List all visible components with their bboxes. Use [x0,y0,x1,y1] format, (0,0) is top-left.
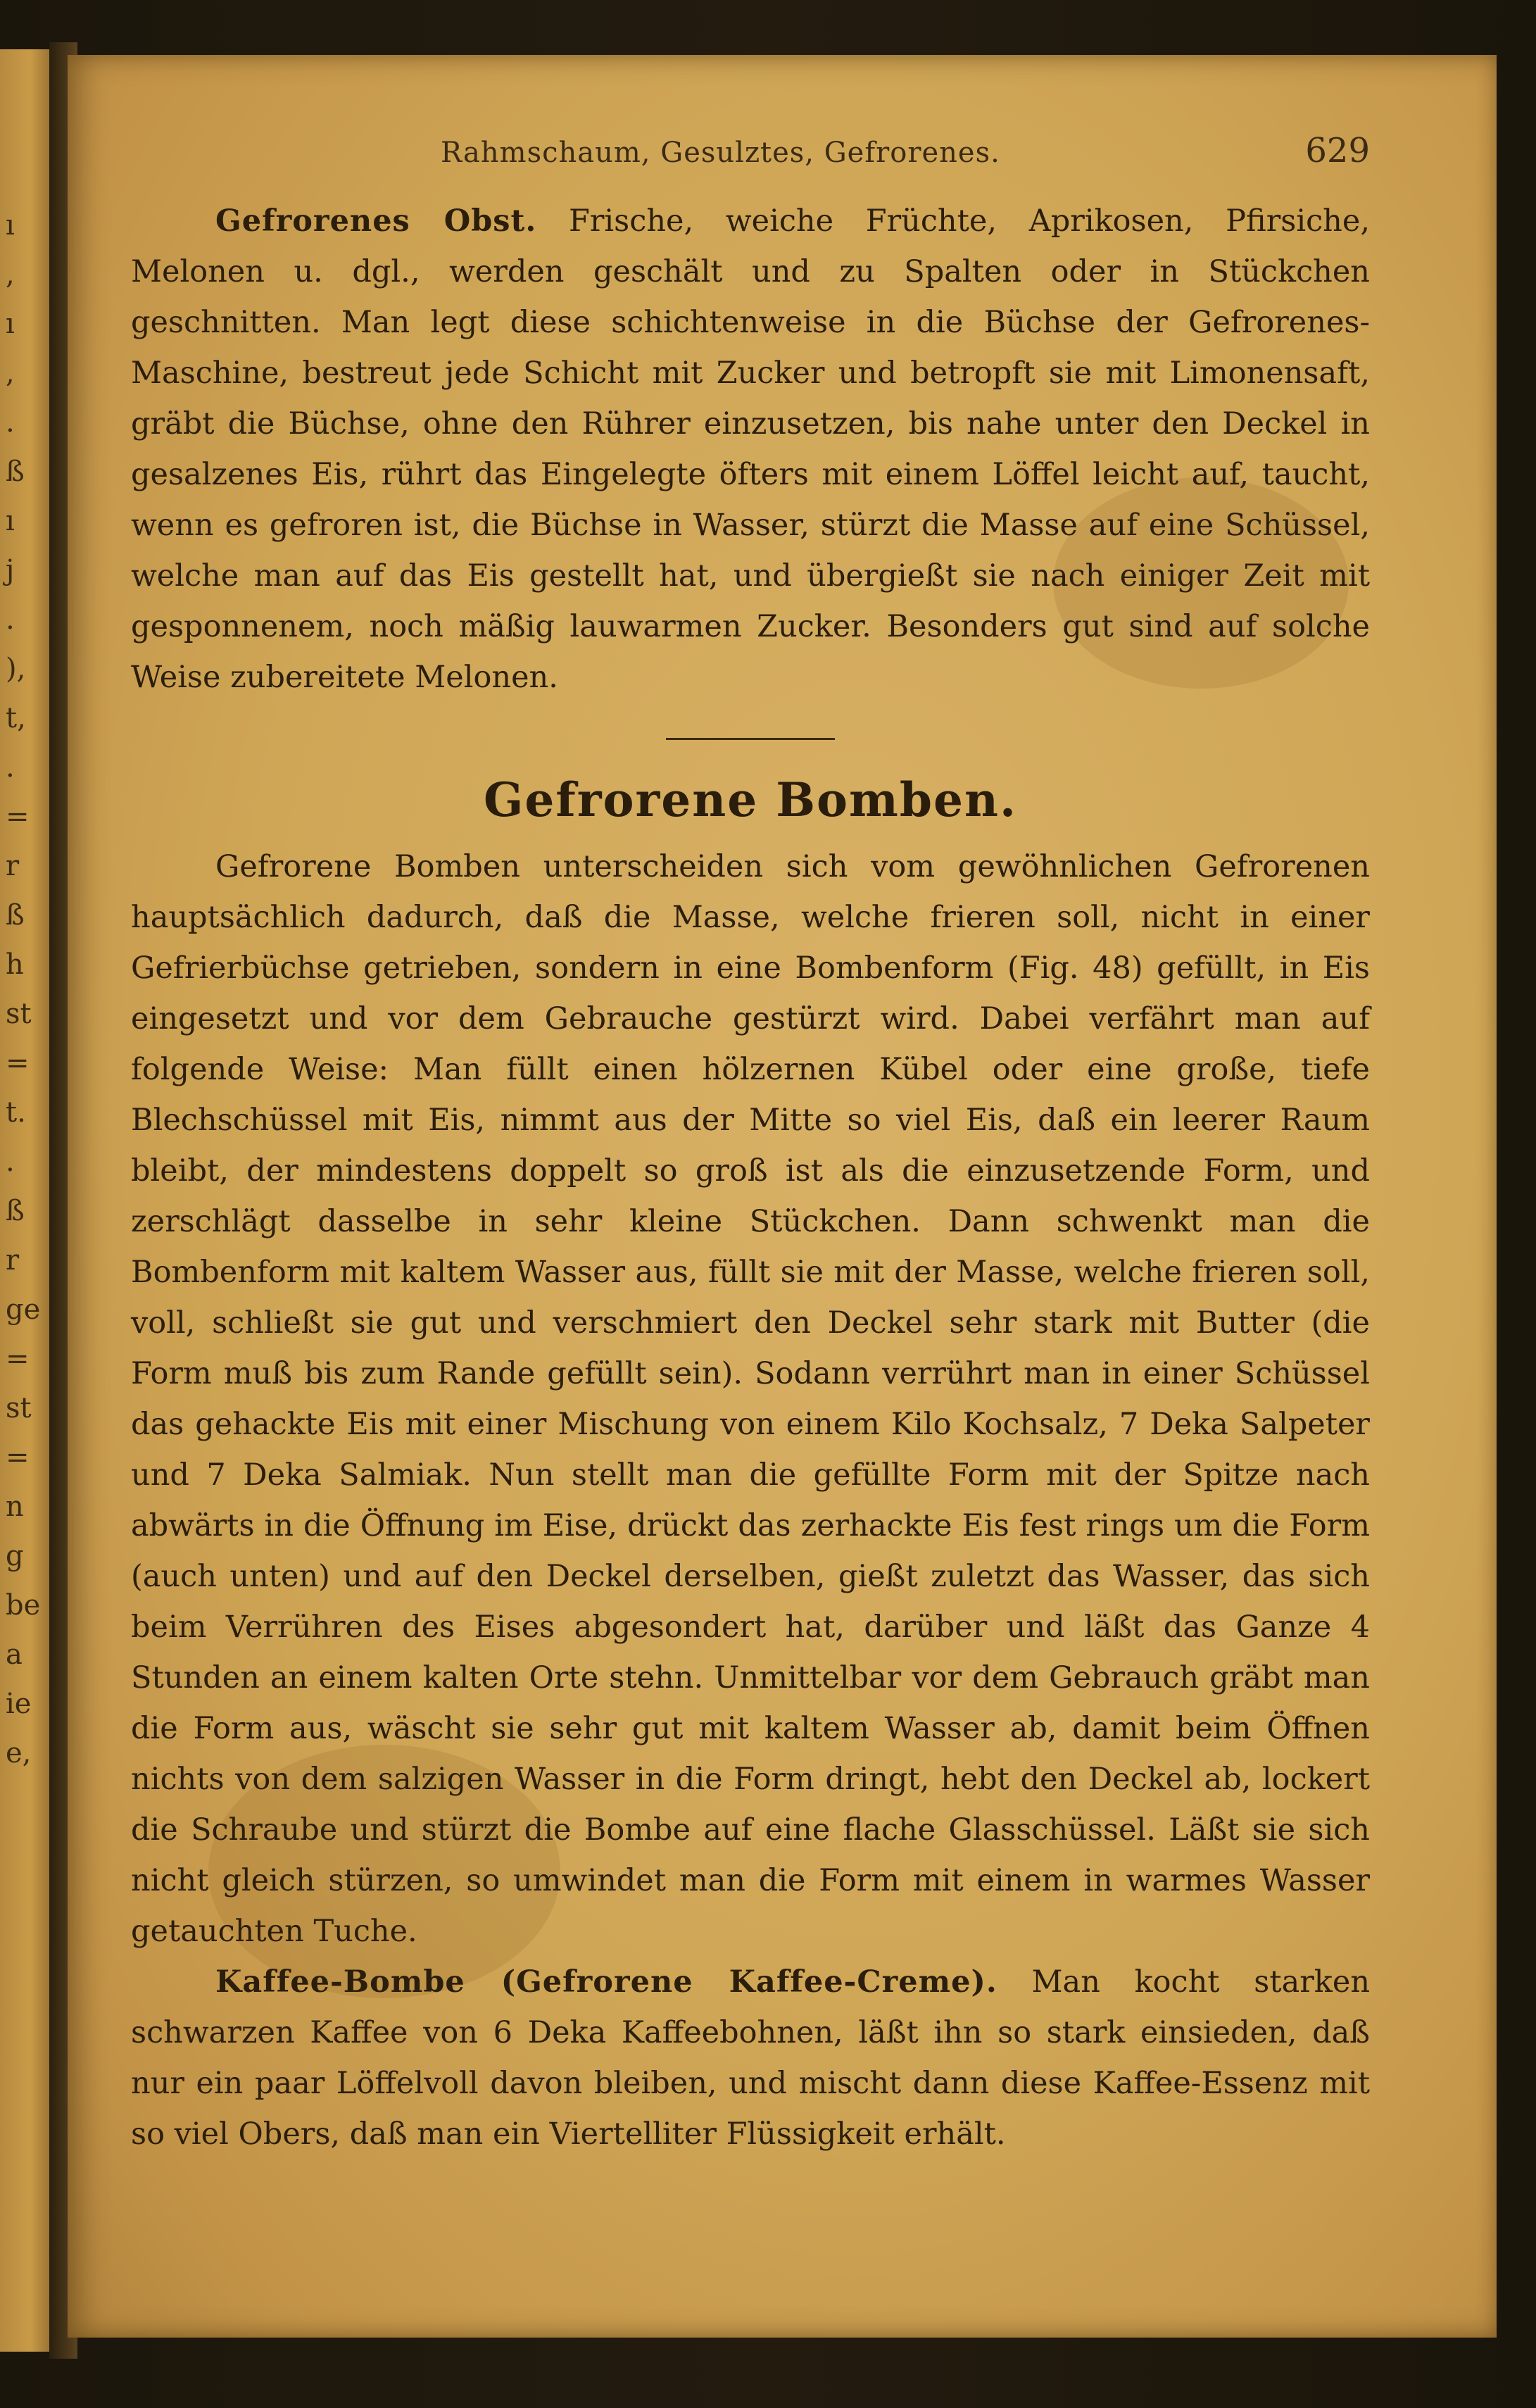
facing-page-mark: . [6,1146,15,1178]
facing-page-mark: ı [6,308,15,340]
coffee-bomb-text: Man kocht starken schwarzen Kaffee von 6 Deka Kaffeebohnen, läßt ihn so stark einsieden, daß nur ein paar Löffelvoll davon bleiben, und mischt dann diese Kaffee-Essenz mit so viel Obers, daß man ein Viertelliter Flüssigkeit erhält. [131,1964,1371,2152]
facing-page-mark: g [6,1540,24,1572]
facing-page-mark: st [6,998,32,1030]
facing-page-mark: = [6,1047,30,1079]
fruit-heading: Gefrorenes Obst. [215,203,537,239]
page-number: 629 [1305,131,1370,170]
facing-page-mark: ß [6,456,25,488]
section-divider [666,738,835,740]
facing-page-mark: t, [6,702,26,734]
facing-page-mark: , [6,258,15,291]
fruit-paragraph [131,196,1370,703]
fruit-text: Frische, weiche Früchte, Aprikosen, Pfirsiche, Melonen u. dgl., werden geschält und zu Spalten oder in Stückchen geschnitten. Man legt diese schichtenweise in die Büchse der Gefrorenes-Maschine, bestreut jede Schicht mit Zucker und betropft sie mit Limonensaft, gräbt die Büchse, ohne den Rührer einzusetzen, bis nahe unter den Deckel in gesalzenes Eis, rührt das Eingelegte öfters mit einem Löffel leicht auf, taucht, wenn es gefroren ist, die Büchse in Wasser, stürzt die Masse auf eine Schüssel, welche man auf das Eis gestellt hat, und übergießt sie nach einiger Zeit mit gesponnenem, noch mäßig lauwarmen Zucker. Besonders gut sind auf solche Weise zubereitete Melonen. [131,203,1370,695]
facing-page-mark: a [6,1638,23,1671]
facing-page-mark: st [6,1392,32,1424]
facing-page-mark: r [6,850,20,882]
facing-page-mark: be [6,1589,41,1622]
facing-page-mark: . [6,406,15,439]
running-head: Rahmschaum, Gesulztes, Gefrorenes. [441,137,1000,169]
facing-page-mark: e, [6,1737,32,1769]
bombs-paragraph: Gefrorene Bomben unterscheiden sich vom gewöhnlichen Gefrorenen hauptsächlich dadurch, daß die Masse, welche frieren soll, nicht in einer Gefrierbüchse getrieben, sondern in eine Bombenform (Fig. 48) gefüllt, in Eis eingesetzt und vor dem Gebrauche gestürzt wird. Dabei verfährt man auf folgende Weise: Man füllt einen hölzernen Kübel oder eine große, tiefe Blechschüssel mit Eis, nimmt aus der Mitte so viel Eis, daß ein leerer Raum bleibt, der mindestens doppelt so groß ist als die einzusetzende Form, und zerschlägt dasselbe in sehr kleine Stückchen. Dann schwenkt man die Bombenform mit kaltem Wasser aus, füllt sie mit der Masse, welche frieren soll, voll, schließt sie gut und verschmiert den Deckel sehr stark mit Butter (die Form muß bis zum Rande gefüllt sein). Sodann verrührt man in einer Schüssel das gehackte Eis mit einer Mischung von einem Kilo Kochsalz, 7 Deka Salpeter und 7 Deka Salmiak. Nun stellt man die gefüllte Form mit der Spitze nach abwärts in die Öffnung im Eise, drückt das zerhackte Eis fest rings um die Form (auch unten) und auf den Deckel derselben, gießt zuletzt das Wasser, das sich beim Verrühren des Eises abgesondert hat, darüber und läßt das Ganze 4 Stunden an einem kalten Orte stehn. Unmittelbar vor dem Gebrauch gräbt man die Form aus, wäscht sie sehr gut mit kaltem Wasser ab, damit beim Öffnen nichts von dem salzigen Wasser in die Form dringt, hebt den Deckel ab, lockert die Schraube und stürzt die Bombe auf eine flache Glasschüssel. Läßt sie sich nicht gleich stürzen, so umwindet man die Form mit einem in warmes Wasser getauchten Tuche. [131,849,1370,1949]
facing-page-mark: ı [6,209,15,242]
book-page [68,55,1497,2338]
coffee-bomb-heading: Kaffee-Bombe (Gefrorene Kaffee-Creme). [215,1964,997,2000]
facing-page-mark: ge [6,1293,41,1326]
facing-page-mark: ı [6,505,15,537]
facing-page-mark: ß [6,1195,25,1227]
facing-page-mark: ), [6,653,26,685]
section-title: Gefrorene Bomben. [483,772,1017,827]
facing-page-mark: = [6,801,30,833]
facing-page-mark: . [6,603,15,636]
facing-page-mark: ie [6,1688,32,1720]
facing-page-mark: = [6,1441,30,1474]
facing-page-mark: h [6,948,24,981]
facing-page-mark: , [6,357,15,389]
facing-page-mark: . [6,751,15,784]
page-body [131,196,1370,2159]
facing-page-mark: ß [6,899,25,932]
page-header [68,131,1497,179]
facing-page-edge [0,49,55,2352]
facing-page-mark: t. [6,1096,26,1129]
coffee-bomb-paragraph [131,1957,1370,2159]
facing-page-mark: n [6,1491,24,1523]
facing-page-mark: = [6,1343,30,1375]
facing-page-mark: j [6,554,15,587]
facing-page-mark: r [6,1244,20,1277]
